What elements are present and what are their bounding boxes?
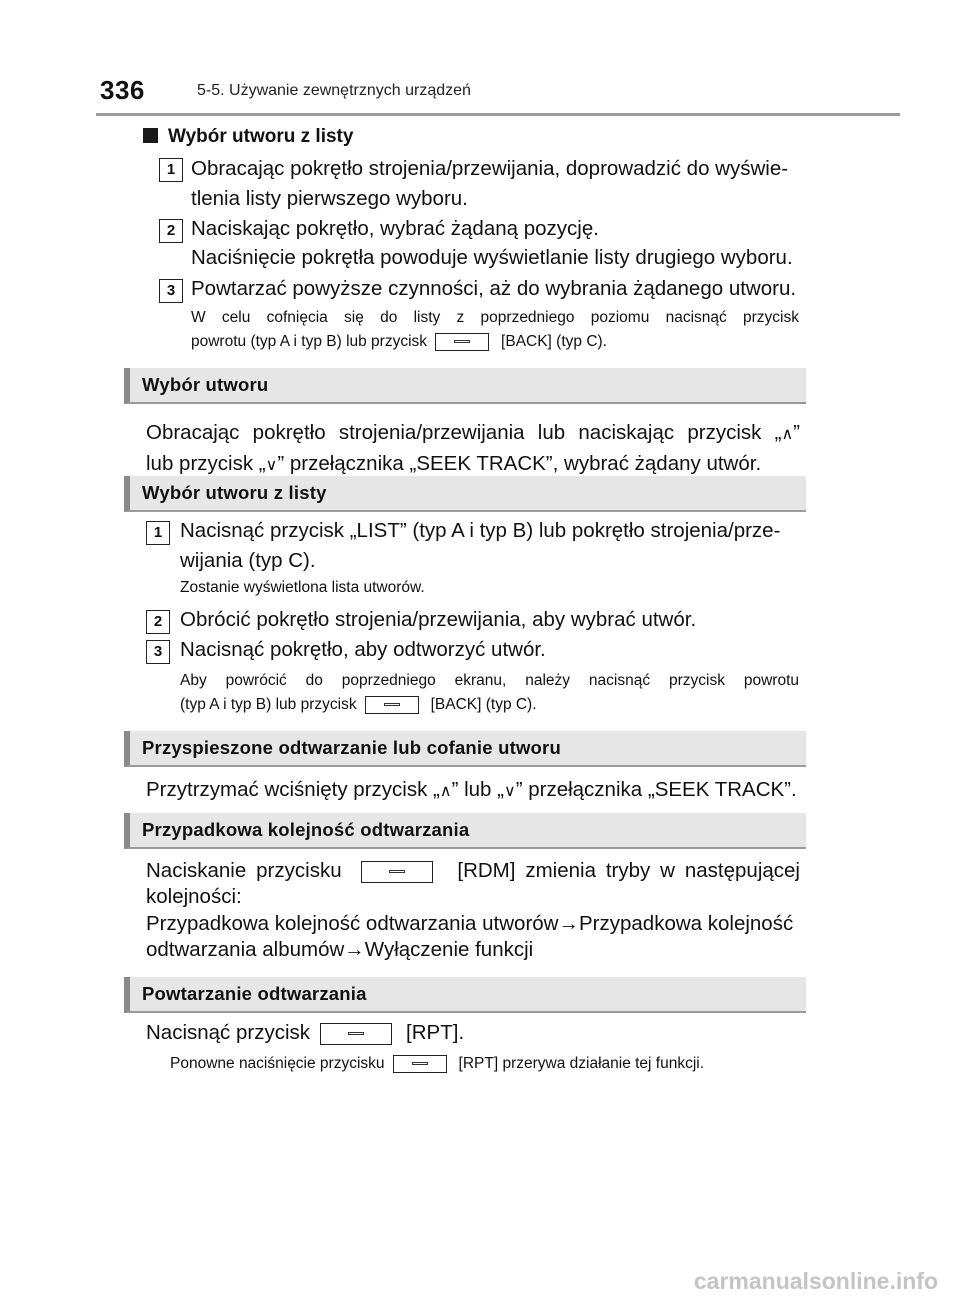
chevron-down-icon: ∨ [265, 457, 278, 474]
header-divider [96, 113, 900, 116]
step-text: Naciskając pokrętło, wybrać żądaną pozycję. [191, 217, 599, 240]
arrow-right-icon: → [344, 938, 365, 961]
note-text: (typ A i typ B) lub przycisk [BACK] (typ C). [180, 696, 537, 713]
back-button-icon [365, 696, 419, 714]
body-text: Przypadkowa kolejność odtwarzania utworów→Przypadkowa kolejność [146, 912, 794, 935]
chevron-down-icon: ∨ [503, 783, 516, 800]
section-heading: Powtarzanie odtwarzania [124, 977, 806, 1013]
arrow-right-icon: → [558, 912, 579, 935]
note-text: Ponowne naciśnięcie przycisku [RPT] przerywa działanie tej funkcji. [170, 1055, 705, 1072]
step-number-badge: 1 [146, 521, 170, 545]
step-text: wijania (typ C). [180, 549, 316, 572]
rpt-button-icon [320, 1023, 392, 1045]
step-number-badge: 3 [146, 640, 170, 664]
section-heading: Przypadkowa kolejność odtwarzania [124, 813, 806, 849]
note-text: Aby powrócić do poprzedniego ekranu, należy nacisnąć przycisk powrotu [180, 672, 799, 689]
note-text: powrotu (typ A i typ B) lub przycisk [BACK] (typ C). [191, 333, 607, 350]
step-text: Powtarzać powyższe czynności, aż do wybrania żądanego utworu. [191, 277, 797, 300]
step-number-badge: 3 [159, 279, 183, 303]
step-text: Obracając pokrętło strojenia/przewijania, doprowadzić do wyświe- [191, 157, 789, 180]
body-text: lub przycisk „∨” przełącznika „SEEK TRACK”, wybrać żądany utwór. [146, 452, 762, 475]
section-heading: Przyspieszone odtwarzanie lub cofanie utworu [124, 731, 806, 767]
back-button-icon [435, 333, 489, 351]
section-title: 5-5. Używanie zewnętrznych urządzeń [197, 82, 471, 99]
rdm-button-icon [361, 861, 433, 883]
note-text: Zostanie wyświetlona lista utworów. [180, 579, 425, 596]
step-text: Nacisnąć pokrętło, aby odtworzyć utwór. [180, 638, 546, 661]
chevron-up-icon: ∧ [781, 426, 794, 443]
body-text: Obracając pokrętło strojenia/przewijania lub naciskając przycisk „∧” [146, 421, 800, 444]
page-number: 336 [100, 75, 145, 105]
chevron-up-icon: ∧ [439, 783, 452, 800]
step-text: tlenia listy pierwszego wyboru. [191, 187, 468, 210]
watermark: carmanualsonline.info [693, 1268, 938, 1294]
body-text: Nacisnąć przycisk [RPT]. [146, 1021, 465, 1044]
step-number-badge: 2 [159, 219, 183, 243]
body-text: odtwarzania albumów→Wyłączenie funkcji [146, 938, 534, 961]
step-number-badge: 2 [146, 610, 170, 634]
rpt-button-icon [393, 1055, 447, 1073]
step-number-badge: 1 [159, 158, 183, 182]
body-text: Przytrzymać wciśnięty przycisk „∧” lub „∨” przełącznika „SEEK TRACK”. [146, 778, 797, 801]
subsection-title: Wybór utworu z listy [143, 124, 353, 150]
section-heading: Wybór utworu [124, 368, 806, 404]
step-text: Obrócić pokrętło strojenia/przewijania, aby wybrać utwór. [180, 608, 697, 631]
note-text: W celu cofnięcia się do listy z poprzedniego poziomu nacisnąć przycisk [191, 309, 799, 326]
section-heading: Wybór utworu z listy [124, 476, 806, 512]
square-bullet-icon [143, 128, 158, 143]
step-text: Naciśnięcie pokrętła powoduje wyświetlanie listy drugiego wyboru. [191, 246, 793, 269]
body-text: kolejności: [146, 885, 242, 908]
body-text: Naciskanie przycisku [RDM] zmienia tryby w następującej [146, 859, 800, 882]
step-text: Nacisnąć przycisk „LIST” (typ A i typ B) lub pokrętło strojenia/prze- [180, 519, 781, 542]
